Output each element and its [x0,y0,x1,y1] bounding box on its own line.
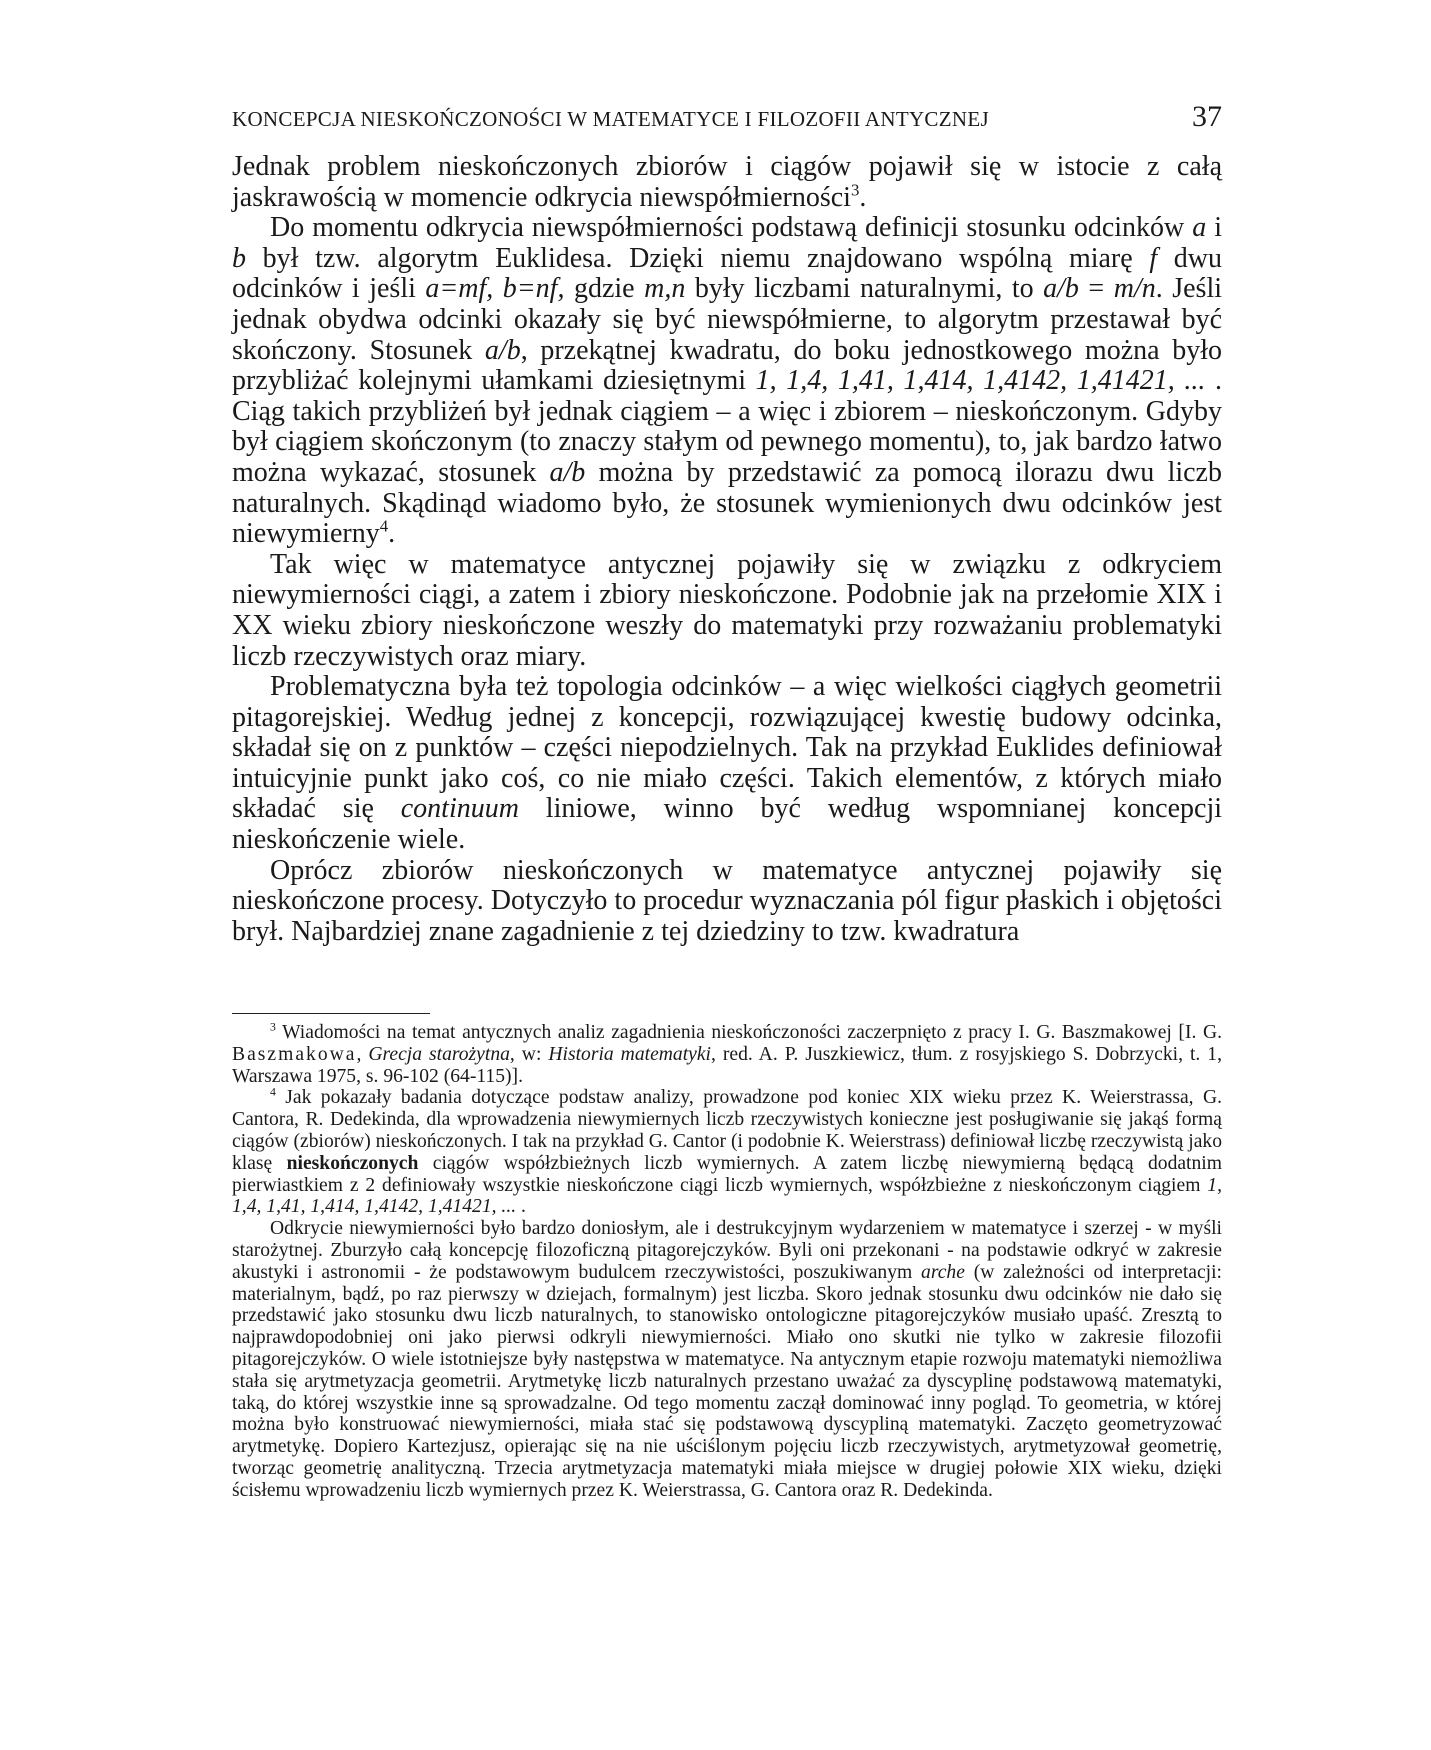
author-name: Baszmakowa [232,1043,357,1065]
math-expression: a=mf, b=nf, [425,273,565,305]
main-text [232,152,1222,947]
page-number: 37 [1192,100,1222,133]
text-run: i [1206,212,1222,244]
text-run: Jak pokazały badania dotyczące podstaw analizy, prowadzone pod koniec XIX wieku przez K. Weierstrassa, G. Cantora, R. Dedekinda, dla wprowadzenia niewymiernych liczb rzeczywistych konieczne jest posługiwanie się jakąś formą ciągów (zbiorów) nieskończonych. I tak na przykład G. Cantor (i podobnie K. Weierstrass) definiował liczbę rzeczywistą jako klasę [232,1087,1222,1174]
text-run: . [388,518,396,550]
running-head [232,100,1222,134]
math-expression: m/n [1113,273,1156,305]
math-expression: a/b [484,334,521,366]
text-run: był tzw. algorytm Euklidesa. Dzięki niemu znajdowano wspólną miarę [246,242,1150,274]
text-run: = [1078,273,1114,305]
text-run: Jednak problem nieskończonych zbiorów i ciągów pojawił się w istocie z całą jaskrawością w momencie odkrycia niewspółmierności [232,151,1222,213]
paragraph-1 [232,152,1222,213]
text-run: Wiadomości na temat antycznych analiz zagadnienia nieskończoności zaczerpnięto z pracy I. G. Baszmakowej [I. G. [275,1022,1222,1043]
text-run: . [516,1196,526,1218]
text-run: , w: [509,1043,549,1065]
text-run: ciągów współzbieżnych liczb wymiernych. A zatem liczbę niewymierną będącą dodatnim pierwiastkiem z 2 definiowały wszystkie nieskończone ciągi liczb wymiernych, współzbieżne z nieskończonym ciągiem [232,1152,1222,1196]
math-expression: a/b [549,456,586,488]
book-title: Grecja starożytna [368,1043,510,1065]
text-run: można by przedstawić za pomocą ilorazu dwu liczb naturalnych. Skądinąd wiadomo było, że stosunek wymienionych dwu odcinków jest niewymierny [232,456,1222,550]
footnote-4-continued [232,1218,1222,1501]
paragraph-2 [232,213,1222,550]
math-var: a [1192,212,1207,244]
running-title: KONCEPCJA NIESKOŃCZONOŚCI W MATEMATYCE I FILOZOFII ANTYCZNEJ [232,107,989,131]
math-sequence: 1, 1,4, 1,41, 1,414, 1,4142, 1,41421, ... [755,365,1206,397]
footnote-ref-4[interactable]: 4 [379,516,389,536]
math-expression: a/b [1043,273,1079,305]
paragraph-3: Tak więc w matematyce antycznej pojawiły się w związku z odkryciem niewymierności ciągi, a zatem i zbiory nieskończone. Podobnie jak na przełomie XIX i XX wieku zbiory nieskończone weszły do matematyki przy rozważaniu problematyki liczb rzeczywistych oraz miary. [232,548,1222,672]
footnote-number: 4 [270,1085,276,1099]
text-run: dwu odcinków i jeśli [232,242,1222,305]
footnote-number: 3 [270,1020,276,1034]
text-run: , przekątnej kwadratu, do boku jednostkowego można było przybliżać kolejnymi ułamkami dziesiętnymi [232,334,1223,397]
footnote-4 [232,1087,1222,1218]
text-run: gdzie [564,273,645,305]
greek-term: arche [921,1261,965,1283]
footnote-3 [232,1022,1222,1087]
text-run: . Jeśli jednak obydwa odcinki okazały się być niewspółmierne, to algorytm przestawał być skończony. Stosunek [232,273,1223,366]
footnote-ref-3[interactable]: 3 [850,180,860,200]
math-var: b [232,242,246,274]
text-run: Problematyczna była też topologia odcinków – a więc wielkości ciągłych geometrii pitagorejskiej. Według jednej z koncepcji, rozwiązującej kwestię budowy odcinka, składał się on z punktów – części niepodzielnych. Tak na przykład Euklides definiował intuicyjnie punkt jako coś, co nie miało części. Takich elementów, z których miało składać się [232,671,1222,825]
text-run: . [859,181,867,213]
math-sequence: 1, 1,4, 1,41, 1,414, 1,4142, 1,41421, ... [232,1174,1222,1218]
text-run: były liczbami naturalnymi, to [685,273,1044,305]
text-run: Odkrycie niewymierności było bardzo doniosłym, ale i destrukcyjnym wydarzeniem w matematyce i szerzej - w myśli starożytnej. Zburzyło całą koncepcję filozoficzną pitagorejczyków. Byli oni przekonani - na podstawie odkryć w zakresie akustyki i astronomii - że podstawowym budulcem rzeczywistości, poszukiwanym [232,1218,1222,1283]
paragraph-5: Oprócz zbiorów nieskończonych w matematyce antycznej pojawiły się nieskończone procesy. Dotyczyło to procedur wyznaczania pól figur płaskich i objętości brył. Najbardziej znane zagadnienie z tej dziedziny to tzw. kwadratura [232,854,1222,947]
footnote-separator [232,1013,430,1014]
text-run: liniowe, winno być według wspomnianej koncepcji nieskończenie wiele. [232,793,1223,856]
text-run: (w zależności od interpretacji: materialnym, bądź, po raz pierwszy w dziejach, formalnym) jest liczba. Skoro jednak stosunku dwu odcinków nie dało się przedstawić jako stosunku dwu liczb naturalnych, to stanowisko ontologiczne pitagorejczyków musiało upaść. Zresztą to najprawdopodobniej oni jako pierwsi odkryli niewymierności. Miało ono skutki nie tylko w zakresie filozofii pitagorejczyków. O wiele istotniejsze były następstwa w matematyce. Na antycznym etapie rozwoju matematyki niemożliwa stała się arytmetyzacja geometrii. Arytmetykę liczb naturalnych przestano uważać za dyscyplinę podstawową matematyki, taką, do której wszystkie inne są sprowadzalne. Od tego momentu zaczął dominować inny pogląd. To geometria, w której można było konstruować niewymierności, miała stać się podstawową dyscypliną matematyki. Zaczęto geometryzować arytmetykę. Dopiero Kartezjusz, opierając się na nie uściślonym pojęciu liczb rzeczywistych, arytmetyzował geometrię, tworząc geometrię analityczną. Trzecia arytmetyzacja matematyki miała miejsce w drugiej połowie XIX wieku, dzięki ścisłemu wprowadzeniu liczb wymiernych przez K. Weierstrassa, G. Cantora oraz R. Dedekinda. [232,1261,1223,1501]
math-var: m,n [644,273,686,305]
footnotes [232,1022,1222,1502]
bold-term: nieskończonych [286,1152,419,1174]
text-run: Do momentu odkrycia niewspółmierności podstawą definicji stosunku odcinków [270,212,1193,244]
math-var: f [1149,242,1158,274]
text-run: , [356,1043,369,1065]
text-run: , red. A. P. Juszkiewicz, tłum. z rosyjskiego S. Dobrzycki, t. 1, Warszawa 1975, s. 96-102 (64-115)]. [232,1043,1222,1087]
latin-term: continuum [400,793,519,825]
text-run: . Ciąg takich przybliżeń był jednak ciągiem – a więc i zbiorem – nieskończonym. Gdyby był ciągiem skończonym (to znaczy stałym od pewnego momentu), to, jak bardzo łatwo można wykazać, stosunek [232,365,1223,488]
paragraph-4 [232,672,1222,856]
book-title: Historia matematyki [548,1043,711,1065]
